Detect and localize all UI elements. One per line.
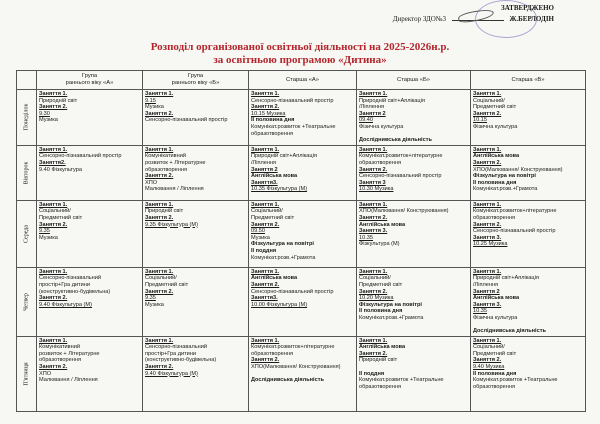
activity-line: Заняття 1. [473, 268, 502, 275]
activity-line: Заняття3. [251, 179, 278, 186]
activity-line: образотворення [145, 166, 187, 173]
activity-line: Предметний світ [473, 350, 517, 357]
activity-line: Англійська мова [251, 173, 298, 180]
header-text: раннього віку «Б» [171, 80, 220, 86]
activity-line: (конструктивно-будівельна) [145, 357, 217, 364]
activity-line: Заняття 2. [145, 214, 174, 221]
schedule-cell [37, 267, 143, 336]
activity-line: ІІ половина дня [473, 370, 517, 377]
activity-line: Музика [145, 301, 164, 308]
activity-line: 9.15 [145, 97, 156, 104]
activity-line [473, 322, 583, 329]
activity-line: Заняття 1. [251, 268, 280, 275]
activity-line: Музика [39, 117, 58, 124]
activity-line: Фізична культура [359, 123, 404, 130]
activity-line: Заняття 1. [359, 201, 388, 208]
column-header [143, 71, 249, 90]
schedule-cell [471, 267, 586, 336]
activity-line: Природній світ+Аплікація [251, 153, 317, 160]
day-row [17, 336, 586, 411]
schedule-cell [471, 336, 586, 411]
day-row [17, 90, 586, 146]
activity-line: 10.20 Музика [359, 295, 394, 302]
day-cell [17, 90, 37, 146]
activity-line: образотворення [473, 214, 515, 221]
activity-line: Предметний світ [359, 281, 403, 288]
header-text: Група [187, 73, 204, 79]
activity-line: ІІ половина дня [251, 117, 295, 124]
activity-line: ІІ поддня [251, 247, 277, 254]
activity-line: Сенсорно-пізнавальний простір [145, 117, 228, 124]
activity-line: Заняття 2. [145, 288, 174, 295]
activity-line: 10.25 Музика [473, 241, 508, 248]
activity-line: Заняття 2 [473, 288, 500, 295]
activity-line: Заняття 1. [473, 91, 502, 97]
activity-line: ІІ половина дня [473, 179, 517, 186]
activity-line: образотворення [251, 350, 293, 357]
activity-line: Музика [251, 234, 270, 241]
activity-line: ХПО(Малювання/ Конструювання) [473, 166, 563, 173]
activity-line [359, 131, 468, 138]
activity-line: Заняття 1. [39, 91, 68, 97]
activity-line: 9.40 Фізкультура (М) [145, 370, 198, 377]
director-name: Ж.БЕРЛОДІН [509, 15, 554, 23]
schedule-cell [143, 90, 249, 146]
activity-line: Заняття 1. [359, 337, 388, 344]
activity-line: 10.35 Фізкультура (М) [251, 186, 308, 193]
activity-line: Малювання / Ліплення [145, 186, 204, 193]
activity-line: простір+Гра дитини [145, 350, 197, 357]
activity-line: Заняття 2. [251, 104, 280, 111]
schedule-cell [143, 145, 249, 200]
activity-line: Сенсорно-пізнавальний простір [251, 97, 334, 104]
schedule-cell [37, 336, 143, 411]
activity-line: 9.35 Фізкультура (М) [145, 221, 198, 228]
schedule-cell [37, 90, 143, 146]
header-text: Група [81, 73, 98, 79]
activity-line: Заняття 1. [145, 201, 174, 208]
header-text: Старша «В» [511, 76, 545, 83]
activity-line: Соціальний/ [145, 275, 177, 282]
activity-line: Заняття 1. [251, 91, 280, 97]
activity-line: Заняття 2. [145, 364, 174, 371]
activity-line [251, 371, 354, 378]
activity-line: Комунікативний [39, 344, 80, 351]
day-name: Середа [23, 224, 30, 243]
activity-line: Комунікат.розв.+Грамота [359, 314, 424, 321]
activity-line: Фізкультура на повітрі [359, 301, 422, 308]
activity-line: Заняття 2. [39, 295, 68, 302]
activity-line: Досліднивська діяльність [473, 328, 546, 335]
activity-line: Заняття 1. [251, 146, 280, 153]
schedule-cell [37, 200, 143, 267]
activity-line: 9.35 [145, 295, 156, 302]
activity-line: /Ліплення [473, 281, 499, 288]
activity-line: Сенсорно-пізнавальний простір [359, 173, 442, 180]
activity-line: Комунікативний [145, 153, 186, 160]
activity-line: Сенсорно-пізнавальний простір [39, 153, 122, 160]
day-cell [17, 145, 37, 200]
day-name: Вівторок [23, 161, 30, 185]
activity-line: Заняття 1. [359, 146, 388, 153]
activity-line: 09.50 [251, 228, 265, 235]
activity-line: Сенсорно-пізнавальний [145, 344, 207, 351]
activity-line: Заняття 2. [473, 221, 502, 228]
activity-line: Соціальний/ [251, 208, 283, 215]
schedule-cell [357, 200, 471, 267]
header-text: Старша «Б» [397, 76, 430, 83]
activity-line: Заняття 1. [39, 201, 68, 208]
activity-line: розвиток + Літературне [39, 350, 100, 357]
activity-line: /Ліплення [359, 104, 385, 111]
activity-line: Заняття 2. [359, 288, 388, 295]
activity-line: Заняття 1. [145, 146, 174, 153]
day-cell [17, 336, 37, 411]
activity-line: Предметний світ [145, 281, 189, 288]
activity-line: Заняття 1. [39, 337, 68, 344]
activity-line: Заняття 1. [359, 268, 388, 275]
header-corner [17, 71, 37, 90]
activity-line: образотворення [359, 383, 401, 390]
activity-line: Фізична культура [473, 123, 518, 130]
title-line-2: за освітньою програмою «Дитина» [213, 54, 387, 66]
activity-line: ІІ половина дня [359, 308, 403, 315]
day-cell [17, 200, 37, 267]
activity-line: Англійська мова [473, 295, 520, 302]
activity-line: Заняття 2. [145, 110, 174, 117]
activity-line: 10.30 Музика [359, 186, 394, 193]
activity-line: Заняття 1. [145, 91, 174, 97]
activity-line: Заняття 1. [145, 268, 174, 275]
activity-line: Фізкультура на повітрі [473, 173, 536, 180]
day-row [17, 200, 586, 267]
activity-line: Заняття 1. [145, 337, 174, 344]
activity-line: Заняття 3 [359, 179, 386, 186]
activity-line: Сенсорно-пізнавальний простір [473, 228, 556, 235]
activity-line: образотворення [39, 357, 81, 364]
activity-line: Заняття 1. [473, 201, 502, 208]
activity-line: /Ліплення [251, 159, 277, 166]
activity-line: образотворення [359, 159, 401, 166]
column-header [357, 71, 471, 90]
activity-line: ІІ поддня [359, 370, 385, 377]
schedule-cell [471, 200, 586, 267]
activity-line: 09.40 [359, 117, 373, 124]
column-header [471, 71, 586, 90]
activity-line: Заняття 1. [473, 337, 502, 344]
schedule-cell [249, 90, 357, 146]
activity-line: Англійська мова [359, 344, 406, 351]
activity-line: 10.35 [359, 234, 373, 241]
activity-line: Заняття 3. [473, 301, 502, 308]
activity-line: Заняття 2. [359, 214, 388, 221]
schedule-cell [357, 145, 471, 200]
activity-line: Заняття 3. [473, 234, 502, 241]
activity-line: Заняття 2. [39, 104, 68, 111]
schedule-cell [471, 90, 586, 146]
activity-line: Фізкультура (М) [359, 241, 400, 248]
activity-line: Заняття 2. [359, 166, 388, 173]
activity-line: Комунікат.розвиток +Театральне [473, 377, 558, 384]
activity-line: ХПО(Малювання/ Конструювання) [359, 208, 449, 215]
header-text: раннього віку «А» [65, 80, 114, 86]
activity-line: Досліднивська діяльність [251, 377, 324, 384]
activity-line: Заняття 1. [251, 337, 280, 344]
column-header [249, 71, 357, 90]
director-label: Директор ЗДО№3 [392, 15, 446, 23]
activity-line: 10.15 Музика [251, 110, 286, 117]
activity-line: Заняття3. [251, 295, 278, 302]
activity-line: Заняття 2. [251, 281, 280, 288]
schedule-cell [249, 200, 357, 267]
activity-line: Заняття 2. [359, 350, 388, 357]
activity-line: Заняття 2. [473, 110, 502, 117]
activity-line: 10.35 [473, 308, 487, 315]
activity-line: Предметний світ [251, 214, 295, 221]
column-header [37, 71, 143, 90]
activity-line: Заняття 2. [145, 173, 174, 180]
activity-line: Комунікат.розвиток+літературне [473, 208, 557, 215]
activity-line: 9.40 Фізкультура (М) [39, 301, 92, 308]
approval-heading: ЗАТВЕРДЖЕНО [501, 4, 554, 12]
schedule-cell [249, 145, 357, 200]
activity-line: 10.00 Фізкультура (М) [251, 301, 308, 308]
activity-line: Сенсорно-пізнавальний [39, 275, 101, 282]
activity-line: Англійська мова [251, 275, 298, 282]
activity-line: Заняття 1. [39, 146, 68, 153]
activity-line: Заняття 2 [359, 110, 386, 117]
activity-line: Заняття 2. [251, 221, 280, 228]
activity-line: Фізична культура [473, 314, 518, 321]
activity-line: Музика [145, 104, 164, 111]
activity-line: Сенсорно-пізнавальний простір [251, 288, 334, 295]
day-name: Четвер [23, 292, 30, 311]
activity-line: Комунікат.розвиток +Театральне [251, 123, 336, 130]
activity-line: ХПО [39, 370, 52, 377]
schedule-cell [357, 336, 471, 411]
activity-line: Англійська мова [473, 153, 520, 160]
activity-line: 9.40 Фізкультура [39, 166, 83, 173]
activity-line: Заняття 2. [473, 357, 502, 364]
day-cell [17, 267, 37, 336]
day-name: Понеділок [23, 103, 30, 131]
activity-line: Заняття 1. [39, 268, 68, 275]
activity-line: (конструктивно-будівельна) [39, 288, 111, 295]
schedule-table [16, 70, 586, 412]
signature [452, 13, 504, 21]
activity-line: Малювання / Ліплення [39, 377, 98, 384]
schedule-cell [357, 90, 471, 146]
schedule-cell [143, 336, 249, 411]
activity-line: Природній світ [145, 208, 184, 215]
activity-line: Заняття 2. [473, 159, 502, 166]
schedule-cell [357, 267, 471, 336]
activity-line: Заняття 2. [39, 221, 68, 228]
activity-line: розвиток + Літературне [145, 159, 206, 166]
activity-line: Досліднивська діяльність [359, 137, 432, 144]
header-text: Старша «А» [285, 76, 320, 83]
activity-line: Соціальний/ [39, 208, 71, 215]
activity-line: ХПО [145, 179, 158, 186]
activity-line: ХПО(Малювання/ Конструювання) [251, 364, 341, 371]
activity-line: 9.30 [39, 110, 50, 117]
schedule-cell [471, 145, 586, 200]
activity-line: Природній світ [39, 97, 78, 104]
activity-line: Комунікат.розв.+Грамота [473, 186, 538, 193]
schedule-cell [249, 267, 357, 336]
activity-line: Заняття2. [39, 159, 66, 166]
activity-line: Заняття 2. [251, 357, 280, 364]
title-line-1: Розподіл організованої освітньої діяльності на 2025-2026н.р. [150, 41, 450, 53]
activity-line: Комунікат.розвиток+літературне [359, 153, 443, 160]
header-row [17, 71, 586, 90]
activity-line: Заняття 1. [251, 201, 280, 208]
activity-line: 10.15 [473, 117, 487, 124]
day-name: П'ятниця [23, 362, 30, 386]
day-row [17, 145, 586, 200]
schedule-cell [143, 267, 249, 336]
activity-line: Соціальний/ [359, 275, 391, 282]
activity-line: Заняття 1. [473, 146, 502, 153]
activity-line: образотворення [473, 383, 515, 390]
day-row [17, 267, 586, 336]
activity-line [359, 364, 468, 371]
approval-block [393, 3, 554, 24]
schedule-cell [143, 200, 249, 267]
activity-line: Заняття 2 [251, 166, 278, 173]
activity-line: простір+Гра дитини [39, 281, 91, 288]
page-title [0, 41, 600, 67]
activity-line: Природній світ+Аплікація [359, 97, 425, 104]
activity-line: Предметний світ [39, 214, 83, 221]
activity-line: образотворення [251, 130, 293, 137]
activity-line: Предметний світ [473, 104, 517, 111]
activity-line: Англійська мова [359, 221, 406, 228]
activity-line: Фізкультура на повітрі [251, 241, 314, 248]
activity-line: Комунікат.розвиток+літературне [251, 344, 335, 351]
activity-line: Заняття 1. [359, 91, 388, 97]
activity-line: Музика [39, 234, 58, 241]
activity-line: Заняття 2. [39, 364, 68, 371]
schedule-cell [37, 145, 143, 200]
activity-line: Природній світ [359, 357, 398, 364]
schedule-cell [249, 336, 357, 411]
activity-line: Природній світ+Аплікація [473, 275, 539, 282]
activity-line: Комунікат.розвиток +Театральне [359, 377, 444, 384]
activity-line: Соціальний/ [473, 97, 505, 104]
activity-line: 9.40 Музика [473, 364, 505, 371]
activity-line: Заняття 3. [359, 228, 388, 235]
activity-line: Комунікат.розв.+Грамота [251, 254, 316, 261]
activity-line: 9.35 [39, 228, 50, 235]
activity-line: Соціальний/ [473, 344, 505, 351]
